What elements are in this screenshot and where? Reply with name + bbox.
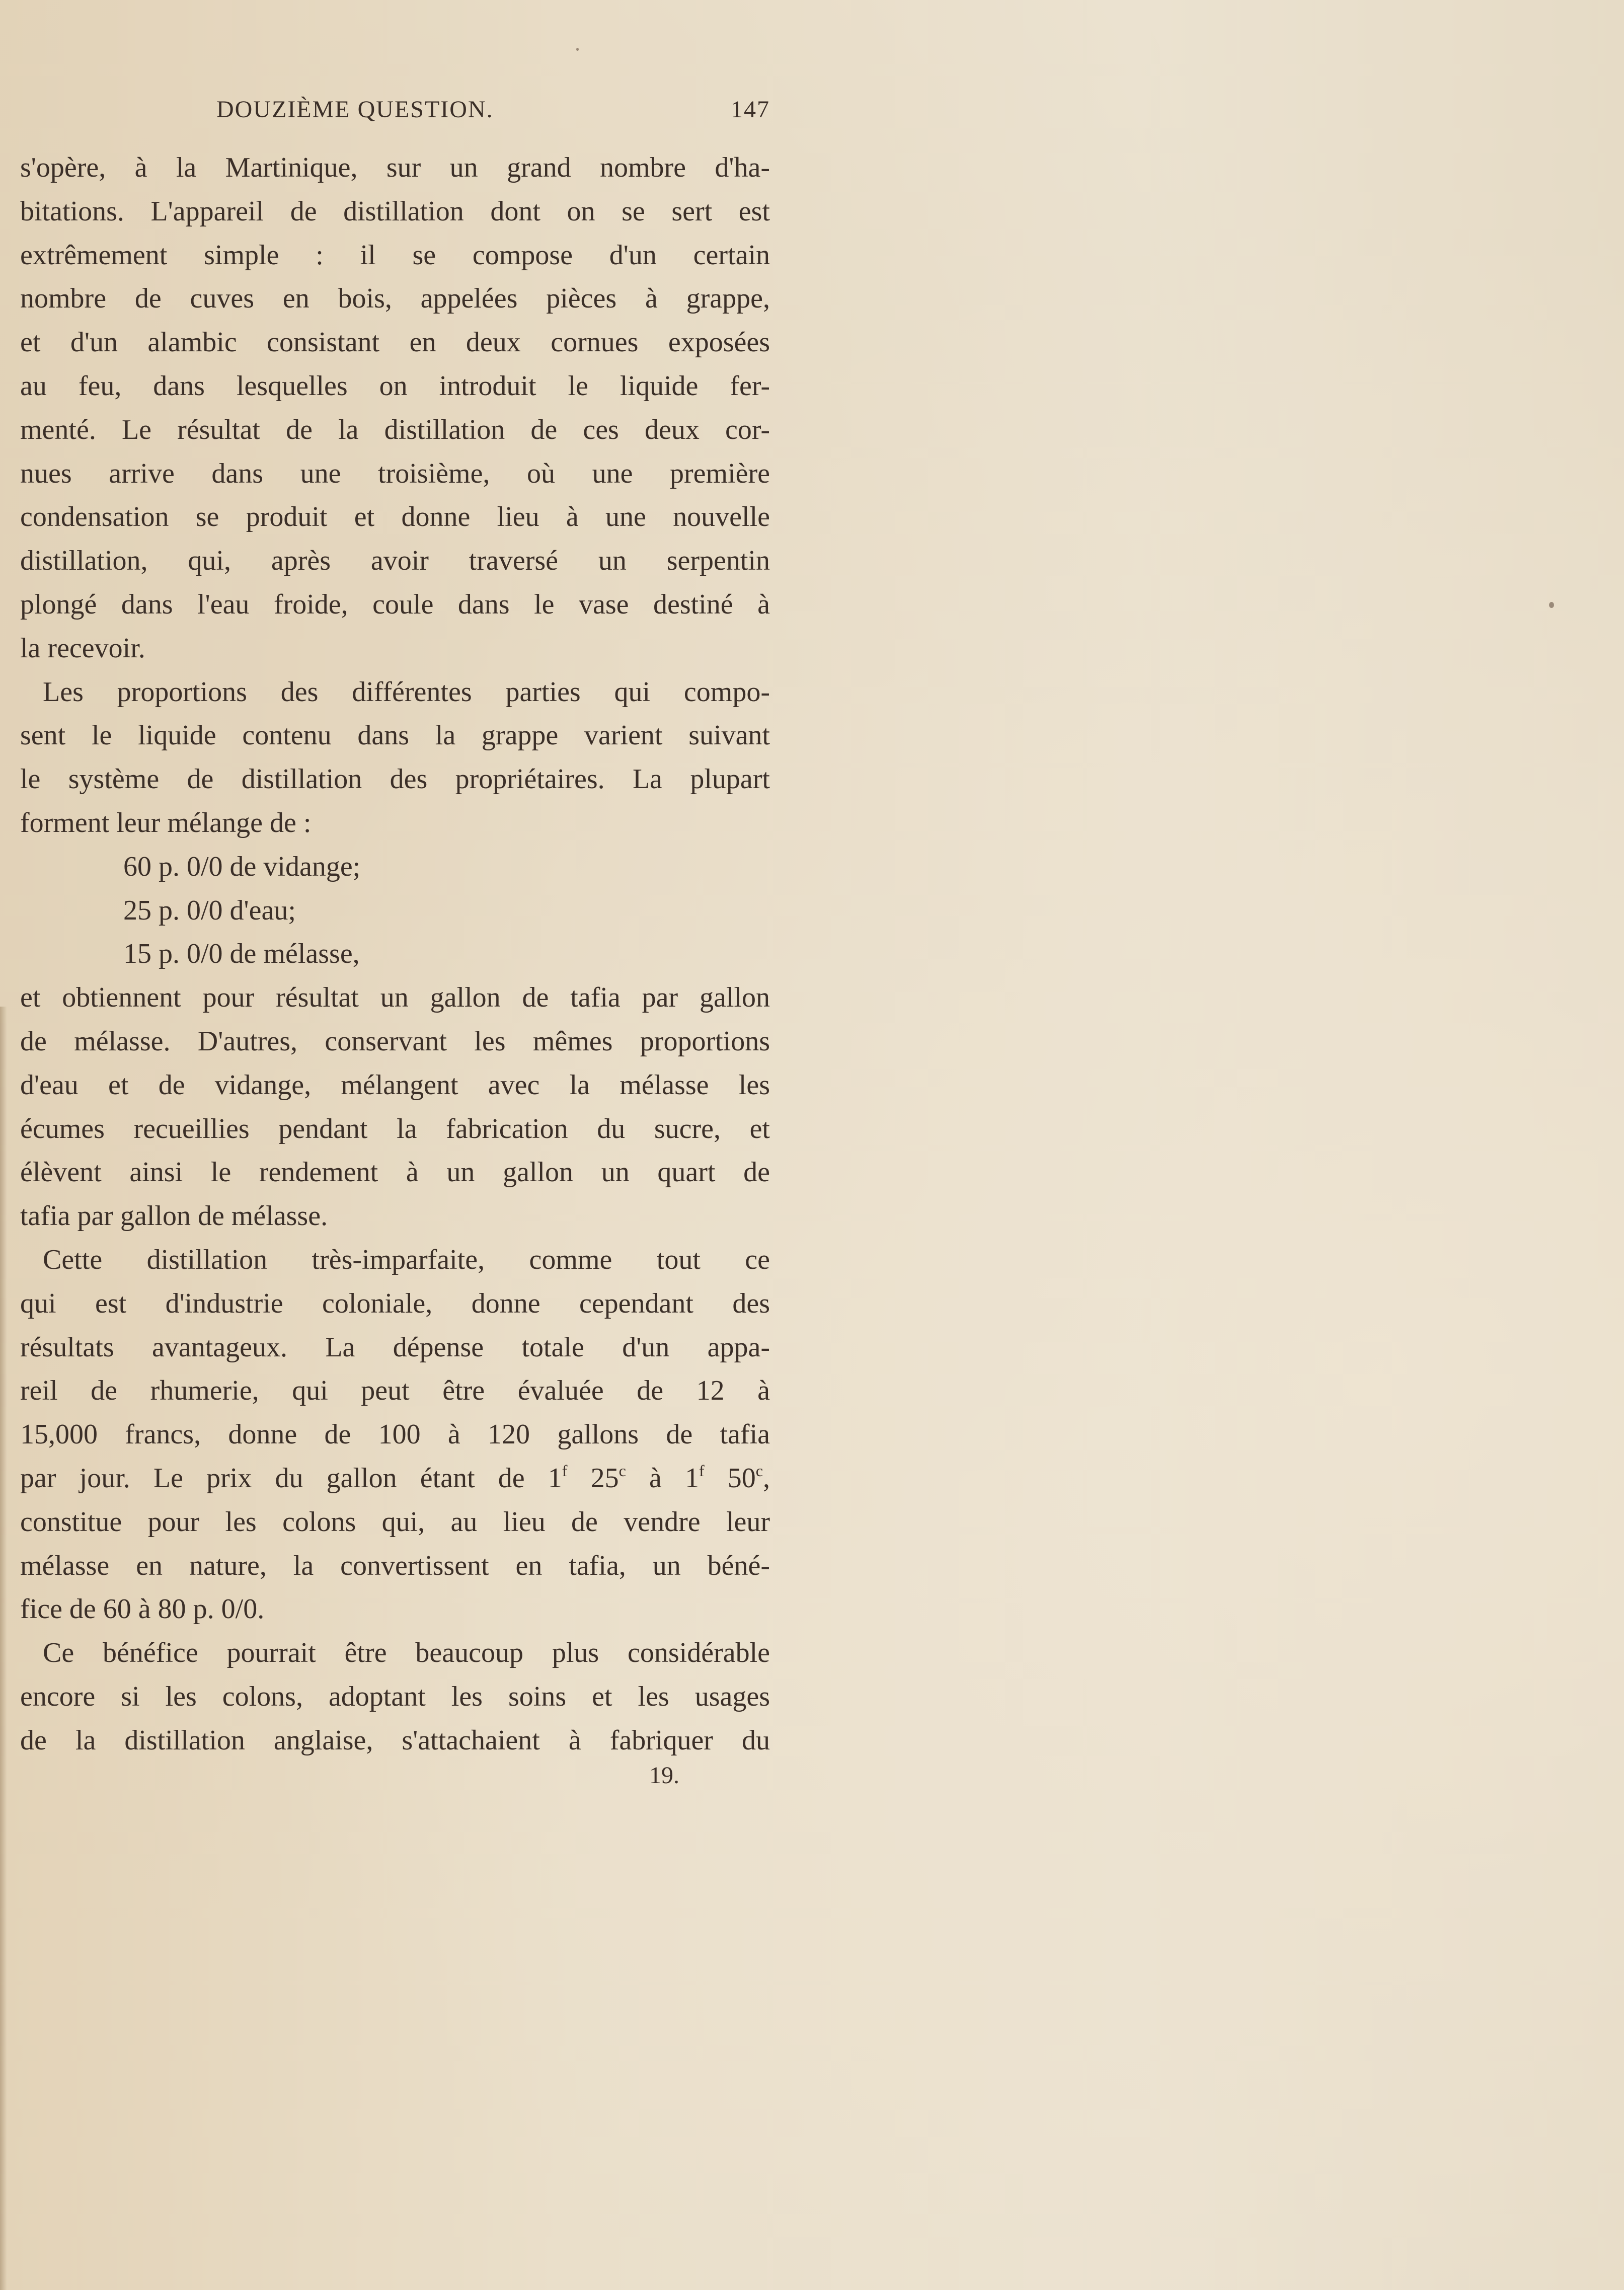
text-line: fice de 60 à 80 p. 0/0.	[20, 1593, 265, 1625]
running-title: DOUZIÈME QUESTION.	[216, 96, 494, 123]
paragraph-benefit	[20, 1631, 770, 1762]
text-line: encore si les colons, adoptant les soins et les usages	[20, 1681, 770, 1712]
text-line: qui est d'industrie coloniale, donne cependant des	[20, 1287, 770, 1319]
text-line: élèvent ainsi le rendement à un gallon un quart de	[20, 1157, 770, 1188]
text-line: nues arrive dans une troisième, où une première	[20, 457, 770, 489]
text-line: et obtiennent pour résultat un gallon de tafia par gallon	[20, 982, 770, 1014]
text-line: Cette distillation très-imparfaite, comme tout ce	[43, 1244, 770, 1275]
text-line: résultats avantageux. La dépense totale d'un appa-	[20, 1331, 770, 1363]
text-line: de mélasse. D'autres, conservant les mêmes proportions	[20, 1025, 770, 1057]
price-text: ,	[763, 1462, 770, 1494]
text-line: au feu, dans lesquelles on introduit le liquide fer-	[20, 370, 770, 402]
franc-abbrev: f	[699, 1461, 705, 1480]
price-text: à 1	[626, 1462, 699, 1494]
paper-speck	[576, 48, 579, 51]
text-line: forment leur mélange de :	[20, 807, 312, 838]
centime-abbrev: c	[755, 1461, 763, 1480]
text-line: 15,000 francs, donne de 100 à 120 gallons de tafia	[20, 1419, 770, 1451]
text-line: constitue pour les colons qui, au lieu de vendre leur	[20, 1506, 770, 1538]
text-line: et d'un alambic consistant en deux cornues exposées	[20, 327, 770, 358]
franc-abbrev: f	[562, 1461, 568, 1480]
price-line	[20, 1457, 770, 1500]
text-line: Ce bénéfice pourrait être beaucoup plus considérable	[43, 1637, 770, 1669]
text-line: distillation, qui, après avoir traversé un serpentin	[20, 545, 770, 577]
list-item: 15 p. 0/0 de mélasse,	[123, 938, 360, 970]
list-item: 25 p. 0/0 d'eau;	[123, 894, 296, 926]
signature-mark: 19.	[649, 1762, 679, 1789]
text-line: plongé dans l'eau froide, coule dans le vase destiné à	[20, 588, 770, 620]
paragraph-cost	[20, 1238, 770, 1631]
price-text: par jour. Le prix du gallon étant de 1	[20, 1462, 562, 1494]
text-line: de la distillation anglaise, s'attachaient à fabriquer du	[20, 1724, 770, 1756]
text-line: la recevoir.	[20, 632, 145, 664]
price-text: 25	[567, 1462, 619, 1494]
price-text: 50	[704, 1462, 756, 1494]
paragraph-distillation-apparatus	[20, 146, 770, 670]
text-line: écumes recueillies pendant la fabrication du sucre, et	[20, 1113, 770, 1144]
paragraph-yield	[20, 976, 770, 1238]
centime-abbrev: c	[618, 1461, 626, 1480]
text-line: tafia par gallon de mélasse.	[20, 1200, 328, 1232]
paragraph-proportions	[20, 670, 770, 845]
text-line: le système de distillation des propriétaires. La plupart	[20, 764, 770, 795]
text-line: s'opère, à la Martinique, sur un grand nombre d'ha-	[20, 152, 770, 183]
text-line: extrêmement simple : il se compose d'un certain	[20, 239, 770, 271]
list-item: 60 p. 0/0 de vidange;	[123, 851, 361, 882]
text-column	[20, 91, 770, 1762]
text-line: menté. Le résultat de la distillation de ces deux cor-	[20, 414, 770, 445]
page-edge-shadow	[0, 1007, 7, 2290]
paper-speck	[1549, 602, 1554, 608]
text-line: nombre de cuves en bois, appelées pièces à grappe,	[20, 283, 770, 315]
text-line: reil de rhumerie, qui peut être évaluée de 12 à	[20, 1375, 770, 1407]
mixture-list	[20, 845, 770, 976]
running-head	[20, 91, 770, 146]
text-line: sent le liquide contenu dans la grappe varient suivant	[20, 720, 770, 751]
text-line: mélasse en nature, la convertissent en tafia, un béné-	[20, 1550, 770, 1581]
page-number: 147	[731, 96, 770, 123]
text-line: d'eau et de vidange, mélangent avec la mélasse les	[20, 1069, 770, 1101]
text-line: bitations. L'appareil de distillation dont on se sert est	[20, 195, 770, 227]
text-line: Les proportions des différentes parties qui compo-	[43, 676, 770, 708]
text-line: condensation se produit et donne lieu à une nouvelle	[20, 501, 770, 533]
